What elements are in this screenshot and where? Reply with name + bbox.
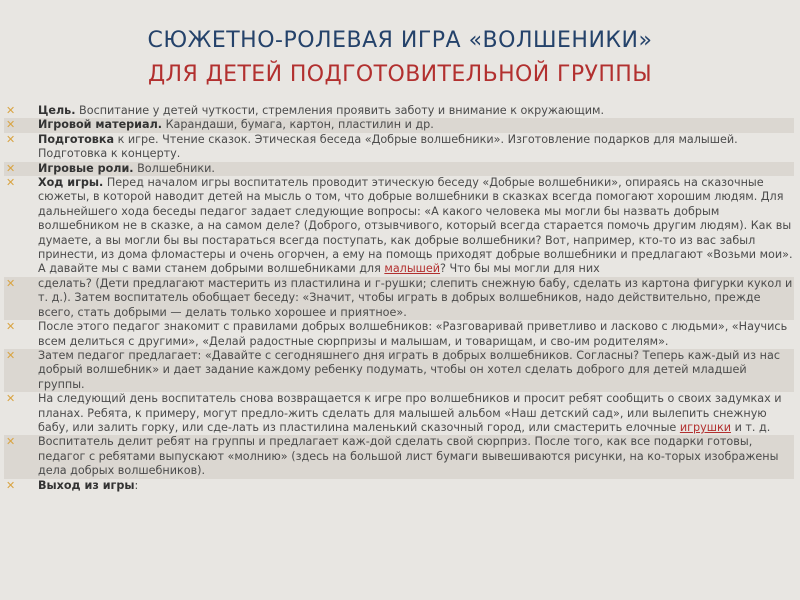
item-label: Выход из игры: [38, 478, 135, 492]
malyshey-link[interactable]: малышей: [384, 262, 441, 276]
list-item: [4, 349, 794, 392]
item-text: :: [134, 478, 139, 492]
list-item: [4, 133, 794, 162]
list-item: [4, 320, 794, 349]
list-item: [4, 479, 794, 493]
x-bullet-icon: ✕: [6, 348, 16, 362]
list-item: [4, 176, 794, 277]
item-text: Карандаши, бумага, картон, пластилин и др.: [162, 118, 434, 132]
item-text: Перед началом игры воспитатель проводит этическую беседу «Добрые волшебники», опираясь на сказочные сюжеты, в которой наводит детей на мысль о том, что добрые волшебники в сказках всегда помогают хорошим людям. Для дальнейшего хода беседы педагог задает следующие вопросы: «А какого человека мы могли бы назвать добрым волшебником не в сказке, а на самом деле? (Доброго, отзывчивого, который всегда старается помочь другим людям). Как вы думаете, а вы могли бы вы постараться всегда поступать, как добрые волшебники? Вот, например, кто-то из вас забыл принести, из дома фломастеры и очень огорчен, а ему на помощь приходят добрые волшебники и предлагают «Возьми мои». А давайте мы с вами станем добрыми волшебниками для: [38, 176, 793, 276]
item-text: Затем педагог предлагает: «Давайте с сегодняшнего дня играть в добрых волшебников. Согласны? Теперь каж-дый из нас добрый волшебник» и дает задание каждому ребенку подумать, чтобы он хотел сделать доброго для детей младшей группы.: [38, 348, 781, 391]
x-bullet-icon: ✕: [6, 161, 16, 175]
slide-subtitle: ДЛЯ ДЕТЕЙ ПОДГОТОВИТЕЛЬНОЙ ГРУППЫ: [147, 62, 653, 87]
list-item: [4, 104, 794, 118]
x-bullet-icon: ✕: [6, 320, 16, 334]
bullet-list: [4, 104, 794, 493]
slide-title: СЮЖЕТНО-РОЛЕВАЯ ИГРА «ВОЛШЕНИКИ»: [147, 28, 653, 53]
list-item: [4, 392, 794, 435]
x-bullet-icon: ✕: [6, 435, 16, 449]
x-bullet-icon: ✕: [6, 276, 16, 290]
list-item: [4, 277, 794, 320]
list-item: [4, 162, 794, 176]
item-text: Воспитание у детей чуткости, стремления проявить заботу и внимание к окружающим.: [75, 104, 605, 117]
item-text: сделать? (Дети предлагают мастерить из пластилина и г-рушки; слепить снежную бабу, сделать из картона фигурки кукол и т. д.). Затем воспитатель обобщает беседу: «Значит, чтобы играть в добрых волшебников, надо действительно, прежде всего, стать добрыми — делать только хорошее и приятное».: [38, 276, 793, 319]
x-bullet-icon: ✕: [6, 392, 16, 406]
list-item: [4, 118, 794, 132]
x-bullet-icon: ✕: [6, 104, 16, 117]
item-text: к игре. Чтение сказок. Этическая беседа «Добрые волшебники». Изготовление подарков для малышей. Подготовка к концерту.: [38, 132, 738, 161]
item-label: Игровой материал.: [38, 118, 163, 132]
item-label: Цель.: [38, 104, 76, 117]
item-label: Ход игры.: [38, 176, 104, 190]
item-text: Волшебники.: [133, 161, 215, 175]
list-item: [4, 435, 794, 478]
x-bullet-icon: ✕: [6, 132, 16, 146]
item-text: После этого педагог знакомит с правилами добрых волшебников: «Разговаривай приветливо и ласково с людьми», «Научись всем делиться с другими», «Делай радостные сюрпризы и малышам, и товарищам, и сво-им родителям».: [38, 320, 788, 348]
item-text-after: ? Что бы мы могли для них: [440, 262, 600, 276]
x-bullet-icon: ✕: [6, 478, 16, 492]
item-label: Подготовка: [38, 132, 115, 146]
item-text: Воспитатель делит ребят на группы и предлагает каж-дой сделать свой сюрприз. После того, как все подарки готовы, педагог с ребятами выпускают «молнию» (здесь на большой лист бумаги вывешиваются рисунки, на ко-торых изображены дела добрых волшебников).: [38, 435, 779, 478]
x-bullet-icon: ✕: [6, 118, 16, 132]
item-text-after: и т. д.: [731, 420, 771, 434]
igrushki-link[interactable]: игрушки: [679, 420, 732, 434]
item-label: Игровые роли.: [38, 161, 134, 175]
item-text: На следующий день воспитатель снова возвращается к игре про волшебников и просит ребят сообщить о своих задумках и планах. Ребята, к примеру, могут предло-жить сделать для малышей альбом «Наш детский сад», или вылепить снежную бабу, или залить горку, или сде-лать из пластилина маленький сказочный город, или смастерить елочные: [38, 392, 782, 434]
x-bullet-icon: ✕: [6, 176, 16, 190]
